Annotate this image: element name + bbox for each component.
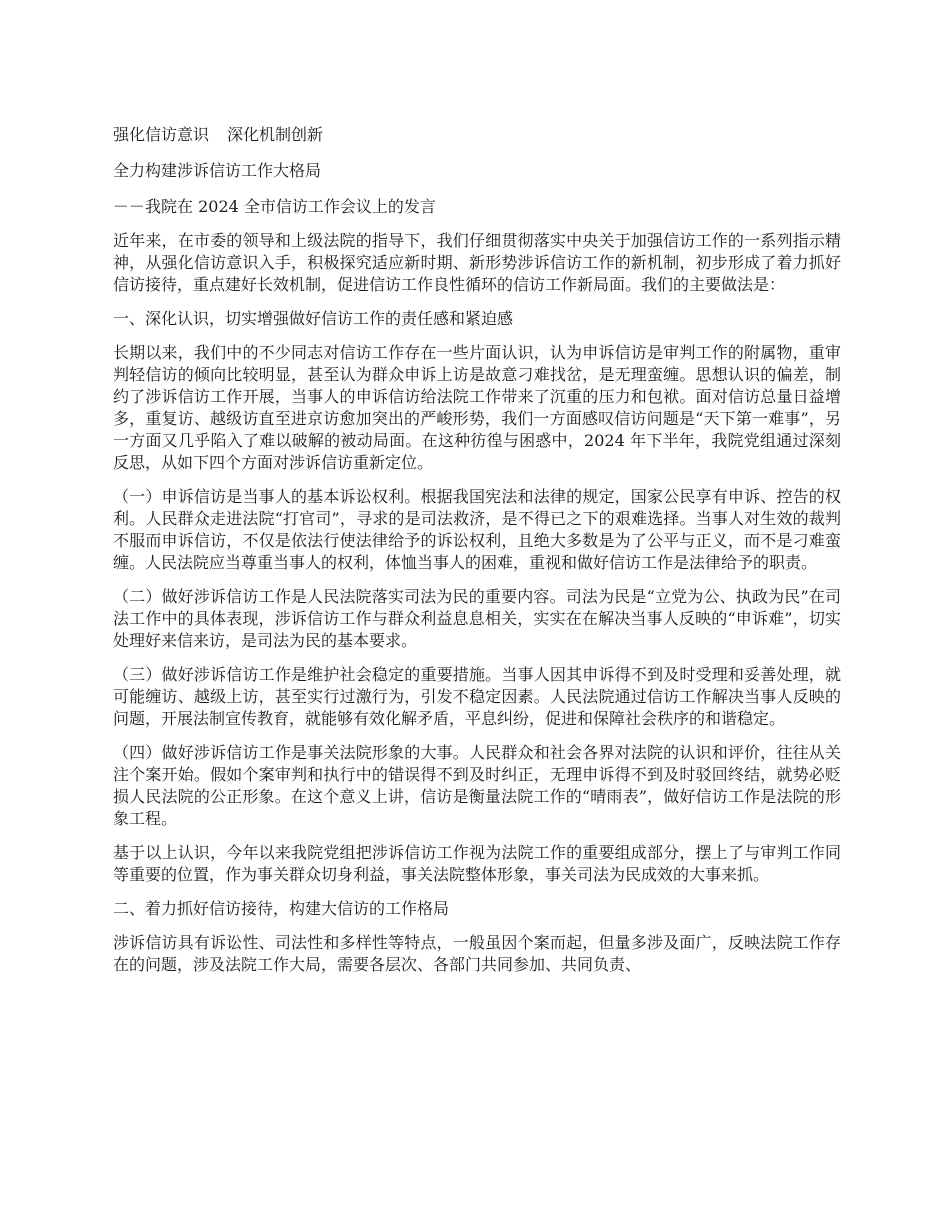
section-heading-2: 二、着力抓好信访接待，构建大信访的工作格局: [113, 899, 450, 918]
document-subtitle: －－我院在 2024 全市信访工作会议上的发言: [113, 197, 436, 216]
body-paragraph: （三）做好涉诉信访工作是维护社会稳定的重要措施。当事人因其申诉得不到及时受理和妥善处理，就可能缠访、越级上访，甚至实行过激行为，引发不稳定因素。人民法院通过信访工作解决当事人反映的问题，开展法制宣传教育，就能够有效化解矛盾，平息纠纷，促进和保障社会秩序的和谐稳定。: [113, 665, 841, 728]
body-paragraph: 长期以来，我们中的不少同志对信访工作存在一些片面认识，认为申诉信访是审判工作的附属物，重审判轻信访的倾向比较明显，甚至认为群众申诉上访是故意刁难找岔，是无理蛮缠。思想认识的偏差，制约了涉诉信访工作开展，当事人的申诉信访给法院工作带来了沉重的压力和包袱。面对信访总量日益增多，重复访、越级访直至进京访愈加突出的严峻形势，我们一方面感叹信访问题是“天下第一难事”，另一方面又几乎陷入了难以破解的被动局面。在这种彷徨与困惑中，2024 年下半年，我院党组通过深刻反思，从如下四个方面对涉诉信访重新定位。: [113, 343, 841, 472]
intro-paragraph: 近年来，在市委的领导和上级法院的指导下，我们仔细贯彻落实中央关于加强信访工作的一系列指示精神，从强化信访意识入手，积极探究适应新时期、新形势涉诉信访工作的新机制，初步形成了着力抓好信访接待，重点建好长效机制，促进信访工作良性循环的信访工作新局面。我们的主要做法是：: [113, 231, 841, 294]
document-title-line-2: 全力构建涉诉信访工作大格局: [113, 161, 322, 180]
title-part-1: 强化信访意识: [113, 125, 210, 144]
body-paragraph: （二）做好涉诉信访工作是人民法院落实司法为民的重要内容。司法为民是“立党为公、执政为民”在司法工作中的具体表现，涉诉信访工作与群众利益息息相关，实实在在解决当事人反映的“申诉难”，切实处理好来信来访，是司法为民的基本要求。: [113, 587, 841, 650]
document-title-line-1: [113, 122, 841, 147]
document-page: [113, 122, 841, 988]
body-paragraph: 基于以上认识，今年以来我院党组把涉诉信访工作视为法院工作的重要组成部分，摆上了与审判工作同等重要的位置，作为事关群众切身利益，事关法院整体形象，事关司法为民成效的大事来抓。: [113, 843, 841, 884]
body-paragraph: 涉诉信访具有诉讼性、司法性和多样性等特点，一般虽因个案而起，但量多涉及面广，反映法院工作存在的问题，涉及法院工作大局，需要各层次、各部门共同参加、共同负责、: [113, 933, 841, 974]
title-part-2: 深化机制创新: [227, 125, 324, 144]
section-heading-1: 一、深化认识，切实增强做好信访工作的责任感和紧迫感: [113, 309, 514, 328]
body-paragraph: （一）申诉信访是当事人的基本诉讼权利。根据我国宪法和法律的规定，国家公民享有申诉、控告的权利。人民群众走进法院“打官司”，寻求的是司法救济，是不得已之下的艰难选择。当事人对生效的裁判不服而申诉信访，不仅是依法行使法律给予的诉讼权利，且绝大多数是为了公平与正义，而不是刁难蛮缠。人民法院应当尊重当事人的权利，体恤当事人的困难，重视和做好信访工作是法律给予的职责。: [113, 487, 841, 572]
body-paragraph: （四）做好涉诉信访工作是事关法院形象的大事。人民群众和社会各界对法院的认识和评价，往往从关注个案开始。假如个案审判和执行中的错误得不到及时纠正，无理申诉得不到及时驳回终结，就势必贬损人民法院的公正形象。在这个意义上讲，信访是衡量法院工作的“晴雨表”，做好信访工作是法院的形象工程。: [113, 743, 841, 828]
